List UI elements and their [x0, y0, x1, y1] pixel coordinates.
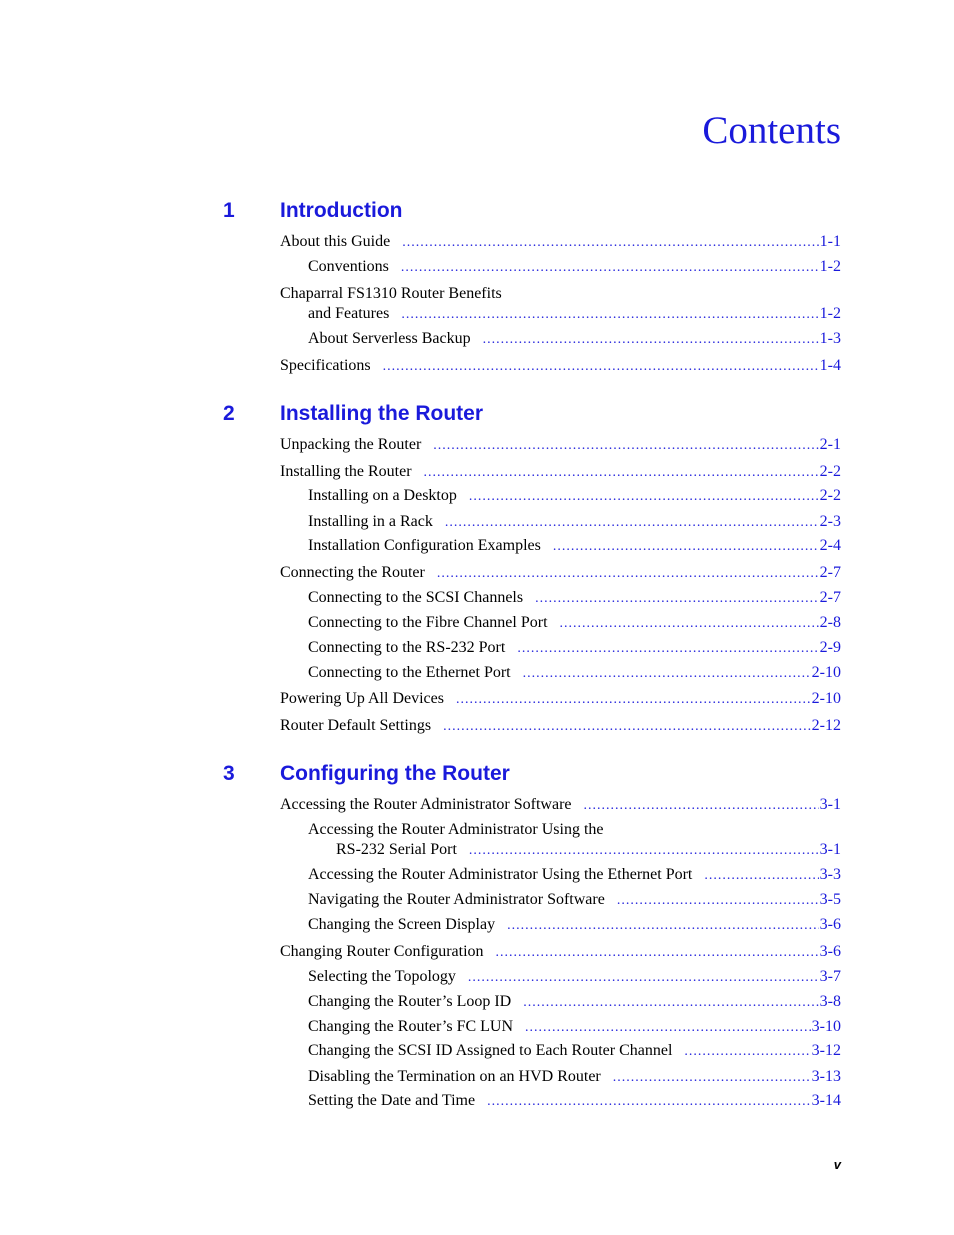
entry-label: Connecting the Router: [280, 564, 425, 581]
dot-leader: [469, 487, 819, 507]
dot-leader: [443, 717, 811, 737]
entry-label: Setting the Date and Time: [308, 1092, 476, 1109]
dot-leader: [535, 589, 819, 609]
toc-entry[interactable]: [308, 257, 841, 277]
dot-leader: [456, 690, 811, 710]
toc-entry[interactable]: [280, 795, 841, 815]
entry-label: Accessing the Router Administrator Using the: [308, 821, 604, 838]
toc-entry[interactable]: [308, 329, 841, 349]
chapter-2: [0, 402, 954, 734]
entry-label: Installation Configuration Examples: [308, 537, 541, 554]
entry-label: Connecting to the RS-232 Port: [308, 639, 506, 656]
chapter-heading[interactable]: [0, 402, 954, 432]
entry-page: 2-7: [819, 564, 841, 581]
entry-label: Navigating the Router Administrator Software: [308, 891, 605, 908]
entry-page: 2-7: [819, 589, 841, 606]
toc-entry-heading[interactable]: [280, 284, 841, 304]
entry-page: 3-1: [819, 841, 841, 858]
entry-page: 2-3: [819, 513, 841, 530]
chapter-title: Introduction: [280, 199, 403, 222]
toc-entry[interactable]: [280, 563, 841, 583]
dot-leader: [433, 436, 818, 456]
entry-page: 1-2: [819, 258, 841, 275]
entry-label: Unpacking the Router: [280, 436, 422, 453]
toc-entry[interactable]: [308, 865, 841, 885]
entry-page: 3-5: [819, 891, 841, 908]
entry-page: 2-12: [811, 717, 841, 734]
chapter-number: 3: [223, 762, 235, 785]
toc-entry[interactable]: [280, 356, 841, 376]
entry-page: 3-14: [811, 1092, 841, 1109]
toc-entry[interactable]: [308, 967, 841, 987]
toc-entry[interactable]: [308, 1091, 841, 1111]
dot-leader: [584, 796, 819, 816]
entry-label: and Features: [308, 305, 390, 322]
entry-label: Changing Router Configuration: [280, 943, 484, 960]
entry-page: 3-3: [819, 866, 841, 883]
entry-label: About this Guide: [280, 233, 391, 250]
chapter-number: 2: [223, 402, 235, 425]
toc-entry[interactable]: [308, 638, 841, 658]
entry-label: Changing the Screen Display: [308, 916, 496, 933]
entry-page: 2-10: [811, 664, 841, 681]
toc-entry[interactable]: [308, 1017, 841, 1037]
entry-page: 1-2: [819, 305, 841, 322]
toc-entry[interactable]: [308, 512, 841, 532]
dot-leader: [402, 233, 818, 253]
entry-label: Chaparral FS1310 Router Benefits: [280, 285, 502, 302]
entry-label: Installing the Router: [280, 463, 412, 480]
entry-label: Selecting the Topology: [308, 968, 456, 985]
entry-page: 2-9: [819, 639, 841, 656]
dot-leader: [424, 463, 819, 483]
toc-entry[interactable]: [280, 462, 841, 482]
entry-page: 2-1: [819, 436, 841, 453]
toc-entry[interactable]: [308, 304, 841, 324]
chapter-3: [0, 762, 954, 1109]
entry-label: Connecting to the Fibre Channel Port: [308, 614, 548, 631]
entry-label: Conventions: [308, 258, 389, 275]
chapter-title: Configuring the Router: [280, 762, 510, 785]
toc-entry[interactable]: [308, 613, 841, 633]
entry-page: 3-7: [819, 968, 841, 985]
chapter-1: [0, 199, 954, 374]
dot-leader: [684, 1042, 810, 1062]
dot-leader: [483, 330, 819, 350]
entry-page: 1-3: [819, 330, 841, 347]
chapter-heading[interactable]: [0, 199, 954, 229]
entry-page: 1-1: [819, 233, 841, 250]
dot-leader: [469, 841, 819, 861]
toc-entry[interactable]: [308, 1041, 841, 1061]
toc-entry[interactable]: [280, 232, 841, 252]
dot-leader: [613, 1068, 811, 1088]
toc-entry-heading[interactable]: [308, 820, 841, 840]
toc-entry[interactable]: [280, 942, 841, 962]
entry-page: 3-6: [819, 943, 841, 960]
toc-entry[interactable]: [308, 890, 841, 910]
entry-page: 3-13: [811, 1068, 841, 1085]
entry-label: Powering Up All Devices: [280, 690, 444, 707]
page-title: Contents: [702, 109, 841, 152]
toc-entry[interactable]: [280, 716, 841, 736]
entry-page: 3-6: [819, 916, 841, 933]
entry-label: RS-232 Serial Port: [336, 841, 457, 858]
dot-leader: [401, 305, 818, 325]
toc-entry[interactable]: [308, 1067, 841, 1087]
entry-page: 2-2: [819, 463, 841, 480]
dot-leader: [383, 357, 819, 377]
entry-label: Connecting to the SCSI Channels: [308, 589, 524, 606]
toc-entry[interactable]: [308, 486, 841, 506]
entry-label: Specifications: [280, 357, 371, 374]
entry-page: 3-1: [819, 796, 841, 813]
entry-page: 2-8: [819, 614, 841, 631]
toc-entry[interactable]: [308, 992, 841, 1012]
toc-entry[interactable]: [336, 840, 841, 860]
entry-page: 3-10: [811, 1018, 841, 1035]
entry-label: Router Default Settings: [280, 717, 432, 734]
entry-page: 3-8: [819, 993, 841, 1010]
entry-label: Connecting to the Ethernet Port: [308, 664, 511, 681]
dot-leader: [560, 614, 819, 634]
entry-page: 1-4: [819, 357, 841, 374]
entry-page: 2-2: [819, 487, 841, 504]
dot-leader: [487, 1092, 811, 1112]
dot-leader: [468, 968, 819, 988]
toc-entry[interactable]: [280, 435, 841, 455]
entry-label: Accessing the Router Administrator Using the Ethernet Port: [308, 866, 693, 883]
dot-leader: [517, 639, 818, 659]
toc-entry[interactable]: [308, 536, 841, 556]
chapter-number: 1: [223, 199, 235, 222]
toc-entry[interactable]: [280, 689, 841, 709]
entry-label: Changing the SCSI ID Assigned to Each Router Channel: [308, 1042, 673, 1059]
dot-leader: [401, 258, 819, 278]
dot-leader: [617, 891, 819, 911]
chapter-title: Installing the Router: [280, 402, 484, 425]
dot-leader: [525, 1018, 811, 1038]
toc-entry[interactable]: [308, 663, 841, 683]
toc-entry[interactable]: [308, 588, 841, 608]
chapter-heading[interactable]: [0, 762, 954, 792]
entry-page: 2-10: [811, 690, 841, 707]
entry-page: 2-4: [819, 537, 841, 554]
entry-label: About Serverless Backup: [308, 330, 471, 347]
dot-leader: [507, 916, 819, 936]
dot-leader: [496, 943, 819, 963]
entry-label: Accessing the Router Administrator Software: [280, 796, 572, 813]
dot-leader: [553, 537, 819, 557]
entry-label: Changing the Router’s FC LUN: [308, 1018, 514, 1035]
page-number: v: [833, 1157, 841, 1172]
dot-leader: [445, 513, 819, 533]
entry-label: Installing on a Desktop: [308, 487, 457, 504]
entry-label: Changing the Router’s Loop ID: [308, 993, 512, 1010]
dot-leader: [704, 866, 818, 886]
entry-page: 3-12: [811, 1042, 841, 1059]
dot-leader: [523, 664, 811, 684]
dot-leader: [437, 564, 819, 584]
entry-label: Disabling the Termination on an HVD Router: [308, 1068, 601, 1085]
entry-label: Installing in a Rack: [308, 513, 433, 530]
dot-leader: [523, 993, 818, 1013]
toc-entry[interactable]: [308, 915, 841, 935]
